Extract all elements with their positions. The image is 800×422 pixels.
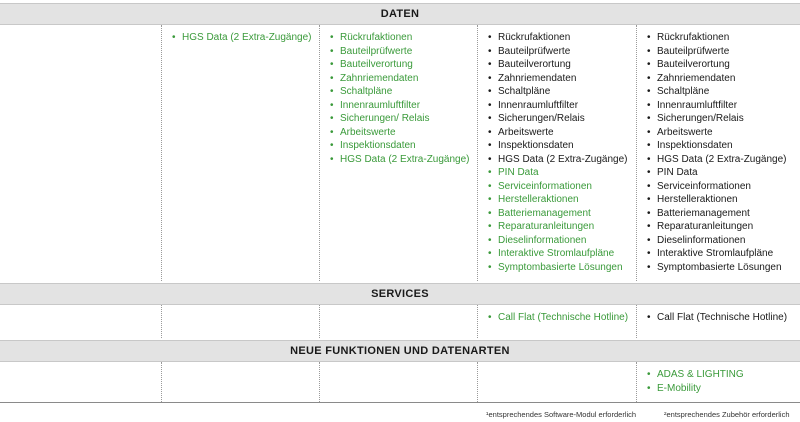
list-item: • Innenraumluftfilter (330, 99, 477, 113)
list-item: • Reparaturanleitungen (647, 220, 800, 234)
list-item: • HGS Data (2 Extra-Zugänge) (172, 31, 319, 45)
list-item: • Schaltpläne (330, 85, 477, 99)
section-title-services: SERVICES (371, 288, 429, 300)
list-item: • Arbeitswerte (647, 126, 800, 140)
list-item: • Serviceinformationen (647, 180, 800, 194)
section-title-daten: DATEN (380, 8, 420, 20)
list-item: • Rückrufaktionen (647, 31, 800, 45)
list-item: • Schaltpläne (488, 85, 636, 99)
list-item: • Call Flat (Technische Hotline) (647, 311, 800, 325)
services-column-2 (162, 305, 320, 338)
neue-column-2 (162, 362, 320, 402)
list-item: • Interaktive Stromlaufpläne (488, 247, 636, 261)
daten-column-3 (320, 25, 478, 281)
section-header-neue (0, 340, 800, 362)
list-item: • Dieselinformationen (647, 234, 800, 248)
services-column-4 (478, 305, 637, 338)
list-item: • Zahnriemendaten (647, 72, 800, 86)
neue-column-1 (0, 362, 162, 402)
daten-list (330, 31, 477, 166)
services-list (488, 311, 636, 325)
list-item: • Bauteilprüfwerte (647, 45, 800, 59)
list-item: • Interaktive Stromlaufpläne (647, 247, 800, 261)
list-item: • Innenraumluftfilter (488, 99, 636, 113)
list-item: • Innenraumluftfilter (647, 99, 800, 113)
list-item: • Bauteilprüfwerte (488, 45, 636, 59)
list-item: • HGS Data (2 Extra-Zugänge) (330, 153, 477, 167)
daten-row (0, 25, 800, 281)
section-title-neue: NEUE FUNKTIONEN UND DATENARTEN (290, 345, 510, 357)
services-column-5 (637, 305, 800, 338)
list-item: • Sicherungen/Relais (647, 112, 800, 126)
list-item: • Symptombasierte Lösungen (488, 261, 636, 275)
list-item: • Batteriemanagement (647, 207, 800, 221)
list-item: • Rückrufaktionen (488, 31, 636, 45)
list-item: • Call Flat (Technische Hotline) (488, 311, 636, 325)
list-item: • Herstelleraktionen (488, 193, 636, 207)
list-item: • Arbeitswerte (488, 126, 636, 140)
neue-list (647, 368, 800, 395)
list-item: • PIN Data (488, 166, 636, 180)
list-item: • Arbeitswerte (330, 126, 477, 140)
section-header-services (0, 283, 800, 305)
list-item: • Reparaturanleitungen (488, 220, 636, 234)
daten-list (647, 31, 800, 274)
list-item: • Batteriemanagement (488, 207, 636, 221)
footnote-software: ¹entsprechendes Software-Modul erforderlich (486, 410, 637, 419)
neue-column-3 (320, 362, 478, 402)
list-item: • Sicherungen/ Relais (330, 112, 477, 126)
list-item: • Bauteilverortung (488, 58, 636, 72)
daten-column-2 (162, 25, 320, 281)
daten-column-1 (0, 25, 162, 281)
list-item: • Inspektionsdaten (488, 139, 636, 153)
section-header-daten (0, 3, 800, 25)
neue-row (0, 362, 800, 402)
list-item: • E-Mobility (647, 382, 800, 396)
table-bottom-rule (0, 402, 800, 403)
neue-column-4 (478, 362, 637, 402)
list-item: • Inspektionsdaten (330, 139, 477, 153)
list-item: • Zahnriemendaten (488, 72, 636, 86)
list-item: • Herstelleraktionen (647, 193, 800, 207)
services-column-1 (0, 305, 162, 338)
list-item: • Rückrufaktionen (330, 31, 477, 45)
list-item: • Schaltpläne (647, 85, 800, 99)
list-item: • ADAS & LIGHTING (647, 368, 800, 382)
services-column-3 (320, 305, 478, 338)
services-row (0, 305, 800, 338)
list-item: • Serviceinformationen (488, 180, 636, 194)
footnote-zubehoer: ²entsprechendes Zubehör erforderlich (664, 410, 790, 419)
list-item: • Bauteilverortung (330, 58, 477, 72)
list-item: • HGS Data (2 Extra-Zugänge) (647, 153, 800, 167)
daten-column-4 (478, 25, 637, 281)
list-item: • Dieselinformationen (488, 234, 636, 248)
daten-column-5 (637, 25, 800, 281)
list-item: • Zahnriemendaten (330, 72, 477, 86)
list-item: • HGS Data (2 Extra-Zugänge) (488, 153, 636, 167)
daten-list (172, 31, 319, 45)
list-item: • PIN Data (647, 166, 800, 180)
list-item: • Inspektionsdaten (647, 139, 800, 153)
services-list (647, 311, 800, 325)
list-item: • Bauteilverortung (647, 58, 800, 72)
list-item: • Symptombasierte Lösungen (647, 261, 800, 275)
list-item: • Sicherungen/Relais (488, 112, 636, 126)
list-item: • Bauteilprüfwerte (330, 45, 477, 59)
neue-column-5 (637, 362, 800, 402)
daten-list (488, 31, 636, 274)
